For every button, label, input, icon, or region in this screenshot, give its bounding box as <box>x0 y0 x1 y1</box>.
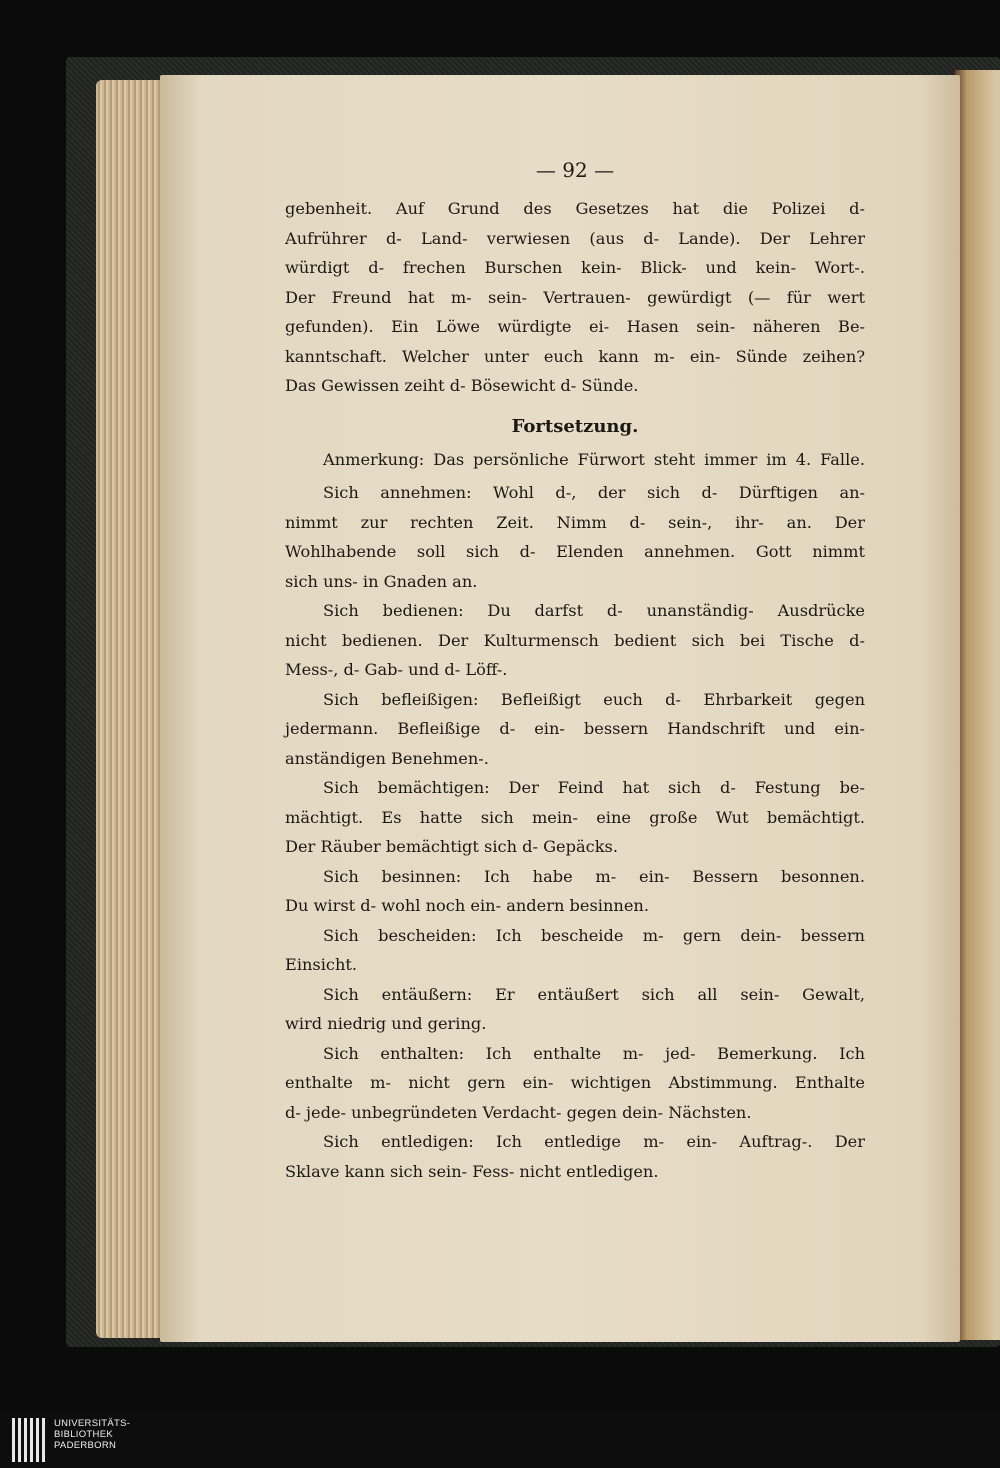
entry-line: Sich bescheiden: Ich bescheide m- gern dein- bessern <box>323 925 865 945</box>
text-line: Du wirst d- wohl noch ein- andern besinnen. <box>285 896 649 915</box>
section-body <box>285 445 865 1187</box>
page-number: — 92 — <box>535 158 615 182</box>
text-line: Wohlhabende soll sich d- Elenden annehmen. Gott nimmt <box>285 542 865 561</box>
text-line: Mess-, d- Gab- und d- Löff-. <box>285 660 508 679</box>
text-line: gefunden). Ein Löwe würdigte ei- Hasen sein- näheren Be- <box>285 317 865 336</box>
library-name-line: PADERBORN <box>54 1440 117 1451</box>
section-heading: Fortsetzung. <box>511 415 639 437</box>
text-line: anständigen Benehmen-. <box>285 748 489 768</box>
text-line: Das Gewissen zeiht d- Bösewicht d- Sünde. <box>285 376 639 395</box>
facing-page-edge <box>955 70 1000 1340</box>
text-line: d- jede- unbegründeten Verdacht- gegen dein- Nächsten. <box>285 1102 752 1122</box>
entry-line: Sich entäußern: Er entäußert sich all sein- Gewalt, <box>323 984 865 1004</box>
note-line: Anmerkung: Das persönliche Fürwort steht immer im 4. Falle. <box>323 449 865 469</box>
page-text <box>285 150 865 1186</box>
library-name-line: BIBLIOTHEK <box>54 1429 113 1440</box>
text-line: Einsicht. <box>285 955 358 974</box>
text-line: nicht bedienen. Der Kulturmensch bedient sich bei Tische d- <box>285 630 865 650</box>
library-name-line: UNIVERSITÄTS- <box>54 1418 131 1429</box>
entry-line: Sich entledigen: Ich entledige m- ein- Auftrag-. Der <box>323 1132 865 1151</box>
library-name <box>54 1418 130 1451</box>
text-line: nimmt zur rechten Zeit. Nimm d- sein-, ihr- an. Der <box>285 512 865 532</box>
text-line: kanntschaft. Welcher unter euch kann m- ein- Sünde zeihen? <box>285 346 865 366</box>
entry-line: Sich besinnen: Ich habe m- ein- Bessern besonnen. <box>323 866 865 886</box>
paragraph-continuation <box>285 194 865 401</box>
library-footer <box>0 1410 1000 1468</box>
text-line: wird niedrig und gering. <box>285 1014 487 1033</box>
entry-line: Sich bemächtigen: Der Feind hat sich d- Festung be- <box>323 778 865 797</box>
text-line: Der Räuber bemächtigt sich d- Gepäcks. <box>285 837 618 856</box>
text-line: würdigt d- frechen Burschen kein- Blick- und kein- Wort-. <box>285 258 865 277</box>
entry-line: Sich annehmen: Wohl d-, der sich d- Dürftigen an- <box>323 483 865 502</box>
text-line: mächtigt. Es hatte sich mein- eine große Wut bemächtigt. <box>285 807 865 827</box>
text-line: Aufrührer d- Land- verwiesen (aus d- Lande). Der Lehrer <box>285 228 865 248</box>
text-line: Sklave kann sich sein- Fess- nicht entledigen. <box>285 1161 659 1181</box>
text-line: jedermann. Befleißige d- ein- bessern Handschrift und ein- <box>285 719 865 738</box>
text-line: sich uns- in Gnaden an. <box>285 571 478 591</box>
text-line: enthalte m- nicht gern ein- wichtigen Abstimmung. Enthalte <box>285 1073 865 1092</box>
entry-line: Sich bedienen: Du darfst d- unanständig- Ausdrücke <box>323 601 865 620</box>
entry-line: Sich befleißigen: Befleißigt euch d- Ehrbarkeit gegen <box>323 689 865 709</box>
text-line: gebenheit. Auf Grund des Gesetzes hat die Polizei d- <box>285 199 865 218</box>
entry-line: Sich enthalten: Ich enthalte m- jed- Bemerkung. Ich <box>323 1043 865 1063</box>
text-line: Der Freund hat m- sein- Vertrauen- gewürdigt (— für wert <box>285 287 865 307</box>
library-logo-icon <box>12 1418 48 1462</box>
